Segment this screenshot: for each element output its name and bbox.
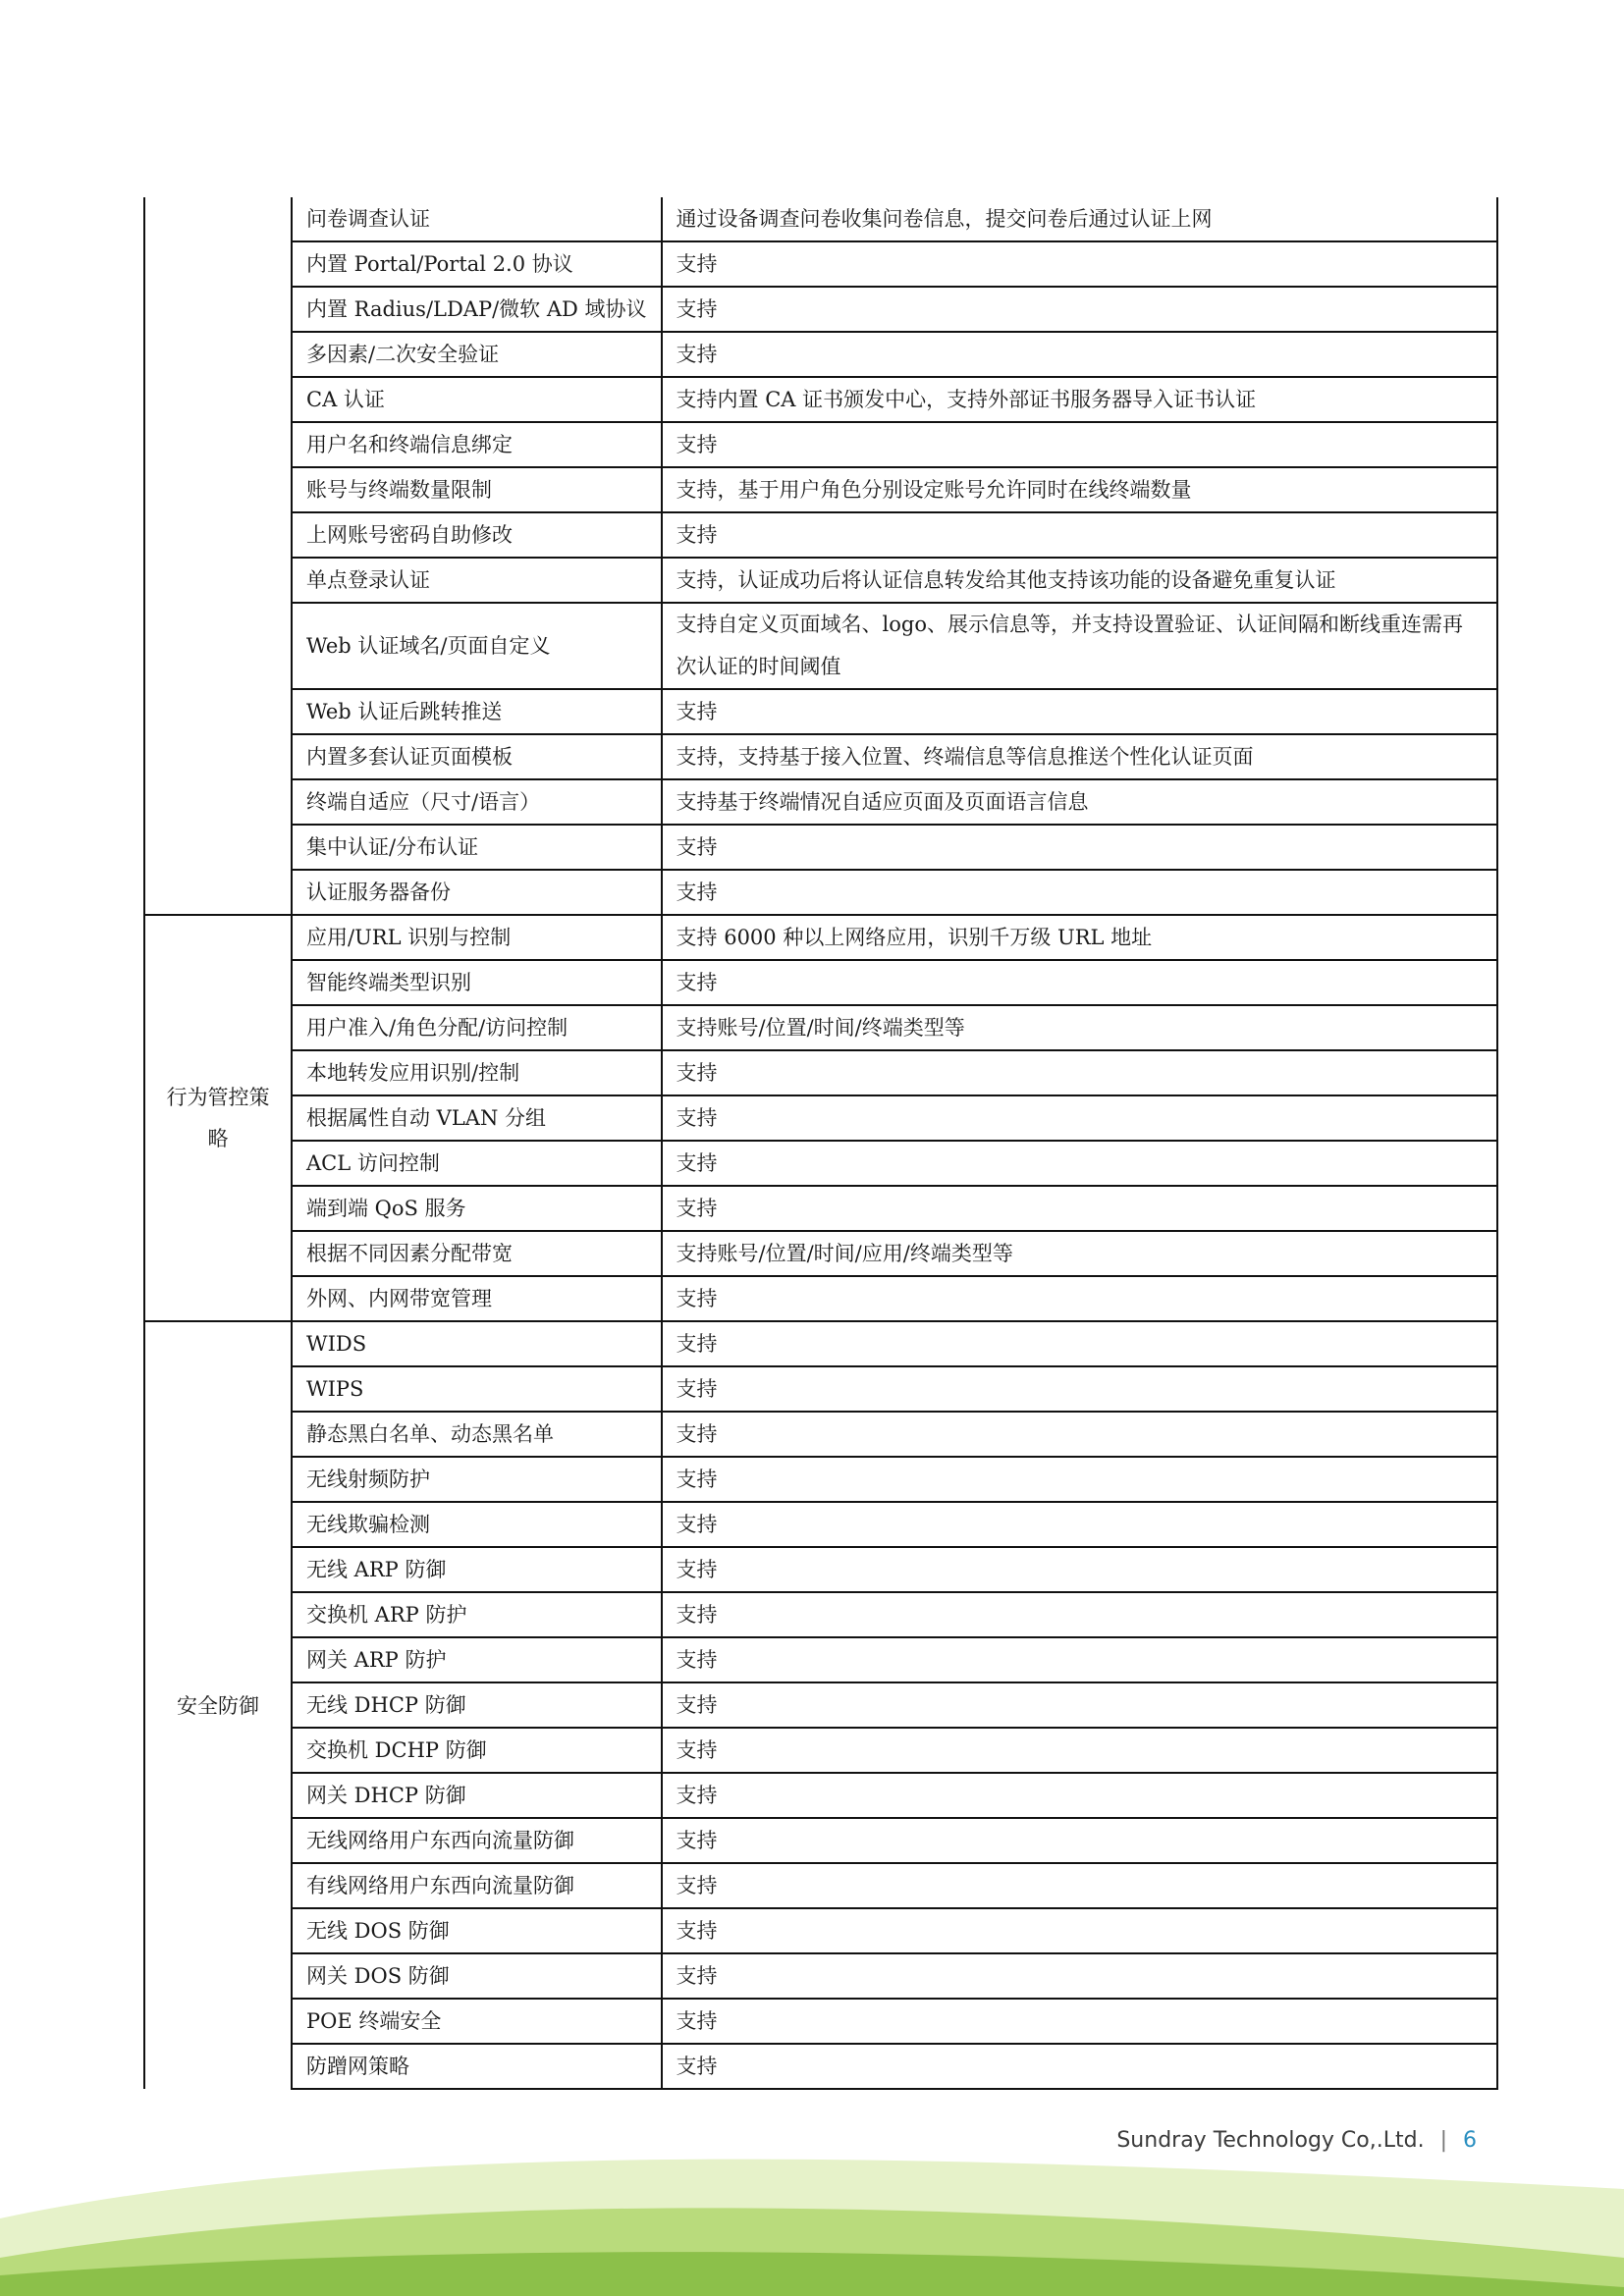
value-cell: 支持: [662, 1366, 1497, 1412]
value-cell: 支持: [662, 1863, 1497, 1908]
feature-cell: 无线 DHCP 防御: [292, 1682, 662, 1728]
feature-cell: 内置多套认证页面模板: [292, 734, 662, 779]
value-cell: 支持: [662, 1502, 1497, 1547]
value-cell: 支持: [662, 1050, 1497, 1095]
feature-cell: 无线 DOS 防御: [292, 1908, 662, 1953]
value-cell: 支持: [662, 1999, 1497, 2044]
table-row: [144, 512, 1497, 558]
value-cell: 支持: [662, 1953, 1497, 1999]
category-cell: [144, 197, 292, 915]
table-row: [144, 1502, 1497, 1547]
value-cell: 支持: [662, 1457, 1497, 1502]
feature-cell: 用户名和终端信息绑定: [292, 422, 662, 467]
value-cell: 支持: [662, 1412, 1497, 1457]
feature-cell: 问卷调查认证: [292, 197, 662, 241]
table-row: [144, 734, 1497, 779]
feature-cell: 无线欺骗检测: [292, 1502, 662, 1547]
feature-cell: WIPS: [292, 1366, 662, 1412]
table-row: [144, 1637, 1497, 1682]
value-cell: 支持账号/位置/时间/应用/终端类型等: [662, 1231, 1497, 1276]
feature-cell: Web 认证后跳转推送: [292, 689, 662, 734]
feature-cell: 本地转发应用识别/控制: [292, 1050, 662, 1095]
feature-cell: 单点登录认证: [292, 558, 662, 603]
value-cell: 支持: [662, 422, 1497, 467]
table-row: [144, 241, 1497, 287]
table-row: [144, 467, 1497, 512]
table-row: [144, 915, 1497, 960]
feature-cell: WIDS: [292, 1321, 662, 1366]
feature-cell: 账号与终端数量限制: [292, 467, 662, 512]
category-cell: 安全防御: [144, 1321, 292, 2089]
value-cell: 支持: [662, 512, 1497, 558]
table-row: [144, 1728, 1497, 1773]
table-row: [144, 1682, 1497, 1728]
feature-cell: 无线 ARP 防御: [292, 1547, 662, 1592]
value-cell: 支持: [662, 1908, 1497, 1953]
value-cell: 支持: [662, 1276, 1497, 1321]
table-row: [144, 825, 1497, 870]
feature-cell: 无线射频防护: [292, 1457, 662, 1502]
category-cell: 行为管控策略: [144, 915, 292, 1321]
table-row: [144, 377, 1497, 422]
value-cell: 支持账号/位置/时间/终端类型等: [662, 1005, 1497, 1050]
value-cell: 支持: [662, 1682, 1497, 1728]
table-row: [144, 197, 1497, 241]
value-cell: 通过设备调查问卷收集问卷信息，提交问卷后通过认证上网: [662, 197, 1497, 241]
table-row: [144, 1321, 1497, 1366]
feature-cell: 智能终端类型识别: [292, 960, 662, 1005]
feature-cell: 网关 ARP 防护: [292, 1637, 662, 1682]
value-cell: 支持: [662, 287, 1497, 332]
feature-cell: 有线网络用户东西向流量防御: [292, 1863, 662, 1908]
table-row: [144, 1276, 1497, 1321]
table-row: [144, 1953, 1497, 1999]
table-row: [144, 1366, 1497, 1412]
value-cell: 支持 6000 种以上网络应用，识别千万级 URL 地址: [662, 915, 1497, 960]
value-cell: 支持: [662, 2044, 1497, 2089]
feature-cell: 集中认证/分布认证: [292, 825, 662, 870]
footer-separator: |: [1439, 2128, 1447, 2153]
table-row: [144, 960, 1497, 1005]
feature-cell: 交换机 ARP 防护: [292, 1592, 662, 1637]
feature-cell: 防蹭网策略: [292, 2044, 662, 2089]
value-cell: 支持: [662, 1818, 1497, 1863]
feature-cell: 多因素/二次安全验证: [292, 332, 662, 377]
value-cell: 支持: [662, 1095, 1497, 1141]
page-number: 6: [1463, 2128, 1477, 2153]
table-row: [144, 287, 1497, 332]
table-row: [144, 1412, 1497, 1457]
value-cell: 支持: [662, 1773, 1497, 1818]
table-row: [144, 1457, 1497, 1502]
value-cell: 支持: [662, 1637, 1497, 1682]
feature-cell: 静态黑白名单、动态黑名单: [292, 1412, 662, 1457]
table-row: [144, 603, 1497, 689]
value-cell: 支持，认证成功后将认证信息转发给其他支持该功能的设备避免重复认证: [662, 558, 1497, 603]
value-cell: 支持: [662, 241, 1497, 287]
feature-cell: 外网、内网带宽管理: [292, 1276, 662, 1321]
table-row: [144, 2044, 1497, 2089]
feature-cell: 内置 Radius/LDAP/微软 AD 域协议: [292, 287, 662, 332]
value-cell: 支持: [662, 825, 1497, 870]
feature-cell: 根据属性自动 VLAN 分组: [292, 1095, 662, 1141]
table-row: [144, 1231, 1497, 1276]
feature-cell: 用户准入/角色分配/访问控制: [292, 1005, 662, 1050]
feature-cell: 内置 Portal/Portal 2.0 协议: [292, 241, 662, 287]
value-cell: 支持: [662, 1592, 1497, 1637]
value-cell: 支持基于终端情况自适应页面及页面语言信息: [662, 779, 1497, 825]
feature-cell: 认证服务器备份: [292, 870, 662, 915]
feature-cell: ACL 访问控制: [292, 1141, 662, 1186]
value-cell: 支持: [662, 960, 1497, 1005]
table-row: [144, 1050, 1497, 1095]
spec-table: [143, 197, 1498, 2090]
table-row: [144, 689, 1497, 734]
value-cell: 支持: [662, 332, 1497, 377]
value-cell: 支持: [662, 870, 1497, 915]
value-cell: 支持: [662, 1186, 1497, 1231]
table-row: [144, 558, 1497, 603]
table-row: [144, 1908, 1497, 1953]
value-cell: 支持: [662, 689, 1497, 734]
table-row: [144, 1095, 1497, 1141]
table-row: [144, 1005, 1497, 1050]
table-row: [144, 1818, 1497, 1863]
footer-wave-decoration: [0, 2150, 1624, 2296]
feature-cell: 网关 DHCP 防御: [292, 1773, 662, 1818]
feature-cell: CA 认证: [292, 377, 662, 422]
feature-cell: 端到端 QoS 服务: [292, 1186, 662, 1231]
table-row: [144, 1141, 1497, 1186]
feature-cell: 交换机 DCHP 防御: [292, 1728, 662, 1773]
value-cell: 支持，基于用户角色分别设定账号允许同时在线终端数量: [662, 467, 1497, 512]
table-row: [144, 1863, 1497, 1908]
feature-cell: POE 终端安全: [292, 1999, 662, 2044]
value-cell: 支持，支持基于接入位置、终端信息等信息推送个性化认证页面: [662, 734, 1497, 779]
feature-cell: Web 认证域名/页面自定义: [292, 603, 662, 689]
table-row: [144, 1592, 1497, 1637]
feature-cell: 网关 DOS 防御: [292, 1953, 662, 1999]
table-row: [144, 1999, 1497, 2044]
feature-cell: 应用/URL 识别与控制: [292, 915, 662, 960]
feature-cell: 上网账号密码自助修改: [292, 512, 662, 558]
value-cell: 支持: [662, 1728, 1497, 1773]
table-row: [144, 332, 1497, 377]
value-cell: 支持: [662, 1321, 1497, 1366]
table-row: [144, 1186, 1497, 1231]
table-row: [144, 779, 1497, 825]
table-row: [144, 422, 1497, 467]
value-cell: 支持: [662, 1547, 1497, 1592]
company-name: Sundray Technology Co,.Ltd.: [1116, 2128, 1425, 2153]
table-row: [144, 1547, 1497, 1592]
value-cell: 支持自定义页面域名、logo、展示信息等，并支持设置验证、认证间隔和断线重连需再次认证的时间阈值: [662, 603, 1497, 689]
feature-cell: 终端自适应（尺寸/语言）: [292, 779, 662, 825]
feature-cell: 无线网络用户东西向流量防御: [292, 1818, 662, 1863]
value-cell: 支持内置 CA 证书颁发中心，支持外部证书服务器导入证书认证: [662, 377, 1497, 422]
table-row: [144, 1773, 1497, 1818]
value-cell: 支持: [662, 1141, 1497, 1186]
feature-cell: 根据不同因素分配带宽: [292, 1231, 662, 1276]
table-row: [144, 870, 1497, 915]
